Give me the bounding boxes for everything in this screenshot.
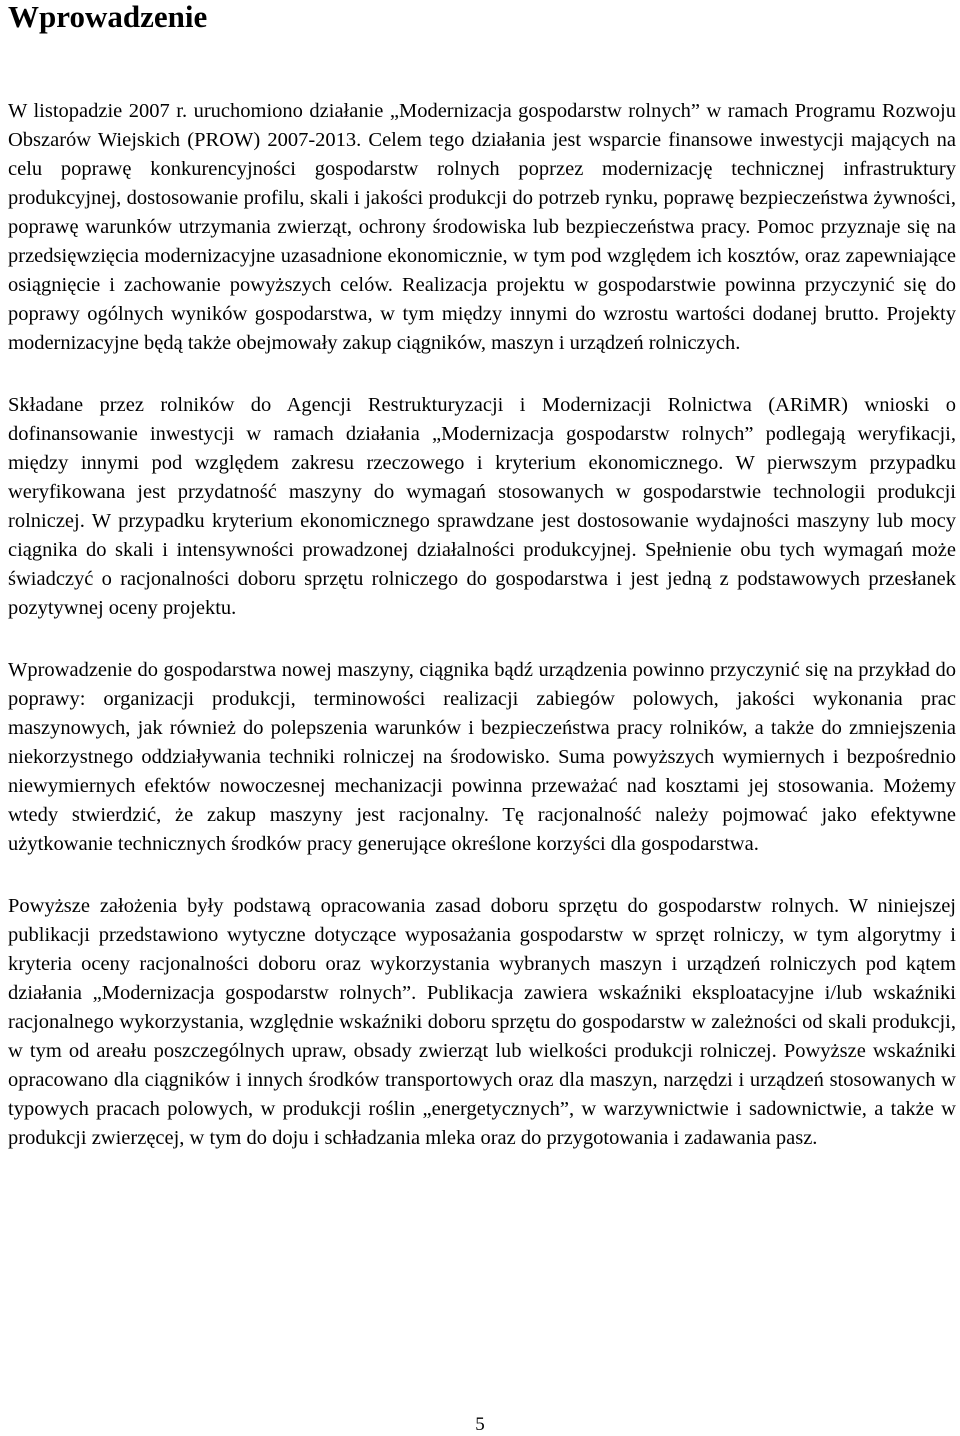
paragraph-1: W listopadzie 2007 r. uruchomiono działanie „Modernizacja gospodarstw rolnych” w ramach Programu Rozwoju Obszarów Wiejskich (PROW) 2007-2013. Celem tego działania jest wsparcie finansowe inwestycji mających na celu poprawę konkurencyjności gospodarstw rolnych poprzez modernizację technicznej infrastruktury produkcyjnej, dostosowanie profilu, skali i jakości produkcji do potrzeb rynku, poprawę bezpieczeństwa żywności, poprawę warunków utrzymania zwierząt, ochrony środowiska lub bezpieczeństwa pracy. Pomoc przyznaje się na przedsięwzięcia modernizacyjne uzasadnione ekonomicznie, w tym pod względem ich kosztów, oraz zapewniające osiągnięcie i zachowanie powyższych celów. Realizacja projektu w gospodarstwie powinna przyczynić się do poprawy ogólnych wyników gospodarstwa, w tym między innymi do wzrostu wartości dodanej brutto. Projekty modernizacyjne będą także obejmowały zakup ciągników, maszyn i urządzeń rolniczych. (8, 100, 956, 354)
paragraph-2: Składane przez rolników do Agencji Restrukturyzacji i Modernizacji Rolnictwa (ARiMR) wnioski o dofinansowanie inwestycji w ramach działania „Modernizacja gospodarstw rolnych” podlegają weryfikacji, między innymi pod względem zakresu rzeczowego i kryterium ekonomicznego. W pierwszym przypadku weryfikowana jest przydatność maszyny do wymagań stosowanych w gospodarstwie technologii produkcji rolniczej. W przypadku kryterium ekonomicznego sprawdzane jest dostosowanie wydajności maszyny lub mocy ciągnika do skali i intensywności prowadzonej działalności produkcyjnej. Spełnienie obu tych wymagań może świadczyć o racjonalności doboru sprzętu rolniczego do gospodarstwa i jest jedną z podstawowych przesłanek pozytywnej oceny projektu. (8, 394, 956, 619)
body-text (8, 97, 956, 1186)
page-title: Wprowadzenie (8, 0, 208, 34)
paragraph-3: Wprowadzenie do gospodarstwa nowej maszyny, ciągnika bądź urządzenia powinno przyczynić się na przykład do poprawy: organizacji produkcji, terminowości realizacji zabiegów polowych, jakości wykonania prac maszynowych, jak również do polepszenia warunków i bezpieczeństwa pracy rolników, a także do zmniejszenia niekorzystnego oddziaływania techniki rolniczej na środowisko. Suma powyższych wymiernych i bezpośrednio niewymiernych efektów nowoczesnej mechanizacji powinna przeważać nad kosztami jej stosowania. Możemy wtedy stwierdzić, że zakup maszyny jest racjonalny. Tę racjonalność należy pojmować jako efektywne użytkowanie technicznych środków pracy generujące określone korzyści dla gospodarstwa. (8, 659, 956, 855)
page-number: 5 (475, 1414, 485, 1435)
paragraph-4: Powyższe założenia były podstawą opracowania zasad doboru sprzętu do gospodarstw rolnych. W niniejszej publikacji przedstawiono wytyczne dotyczące wyposażania gospodarstw w sprzęt rolniczy, w tym algorytmy i kryteria oceny racjonalności doboru oraz wykorzystania wybranych maszyn i urządzeń rolniczych pod kątem działania „Modernizacja gospodarstw rolnych”. Publikacja zawiera wskaźniki eksploatacyjne i/lub wskaźniki racjonalnego wykorzystania, względnie wskaźniki doboru sprzętu do gospodarstw w zależności od skali produkcji, w tym od areału poszczególnych upraw, obsady zwierząt lub wielkości produkcji rolniczej. Powyższe wskaźniki opracowano dla ciągników i innych środków transportowych oraz dla maszyn, narzędzi i urządzeń stosowanych w typowych pracach polowych, w produkcji roślin „energetycznych”, w warzywnictwie i sadownictwie, a także w produkcji zwierzęcej, w tym do doju i schładzania mleka oraz do przygotowania i zadawania pasz. (8, 895, 956, 1149)
